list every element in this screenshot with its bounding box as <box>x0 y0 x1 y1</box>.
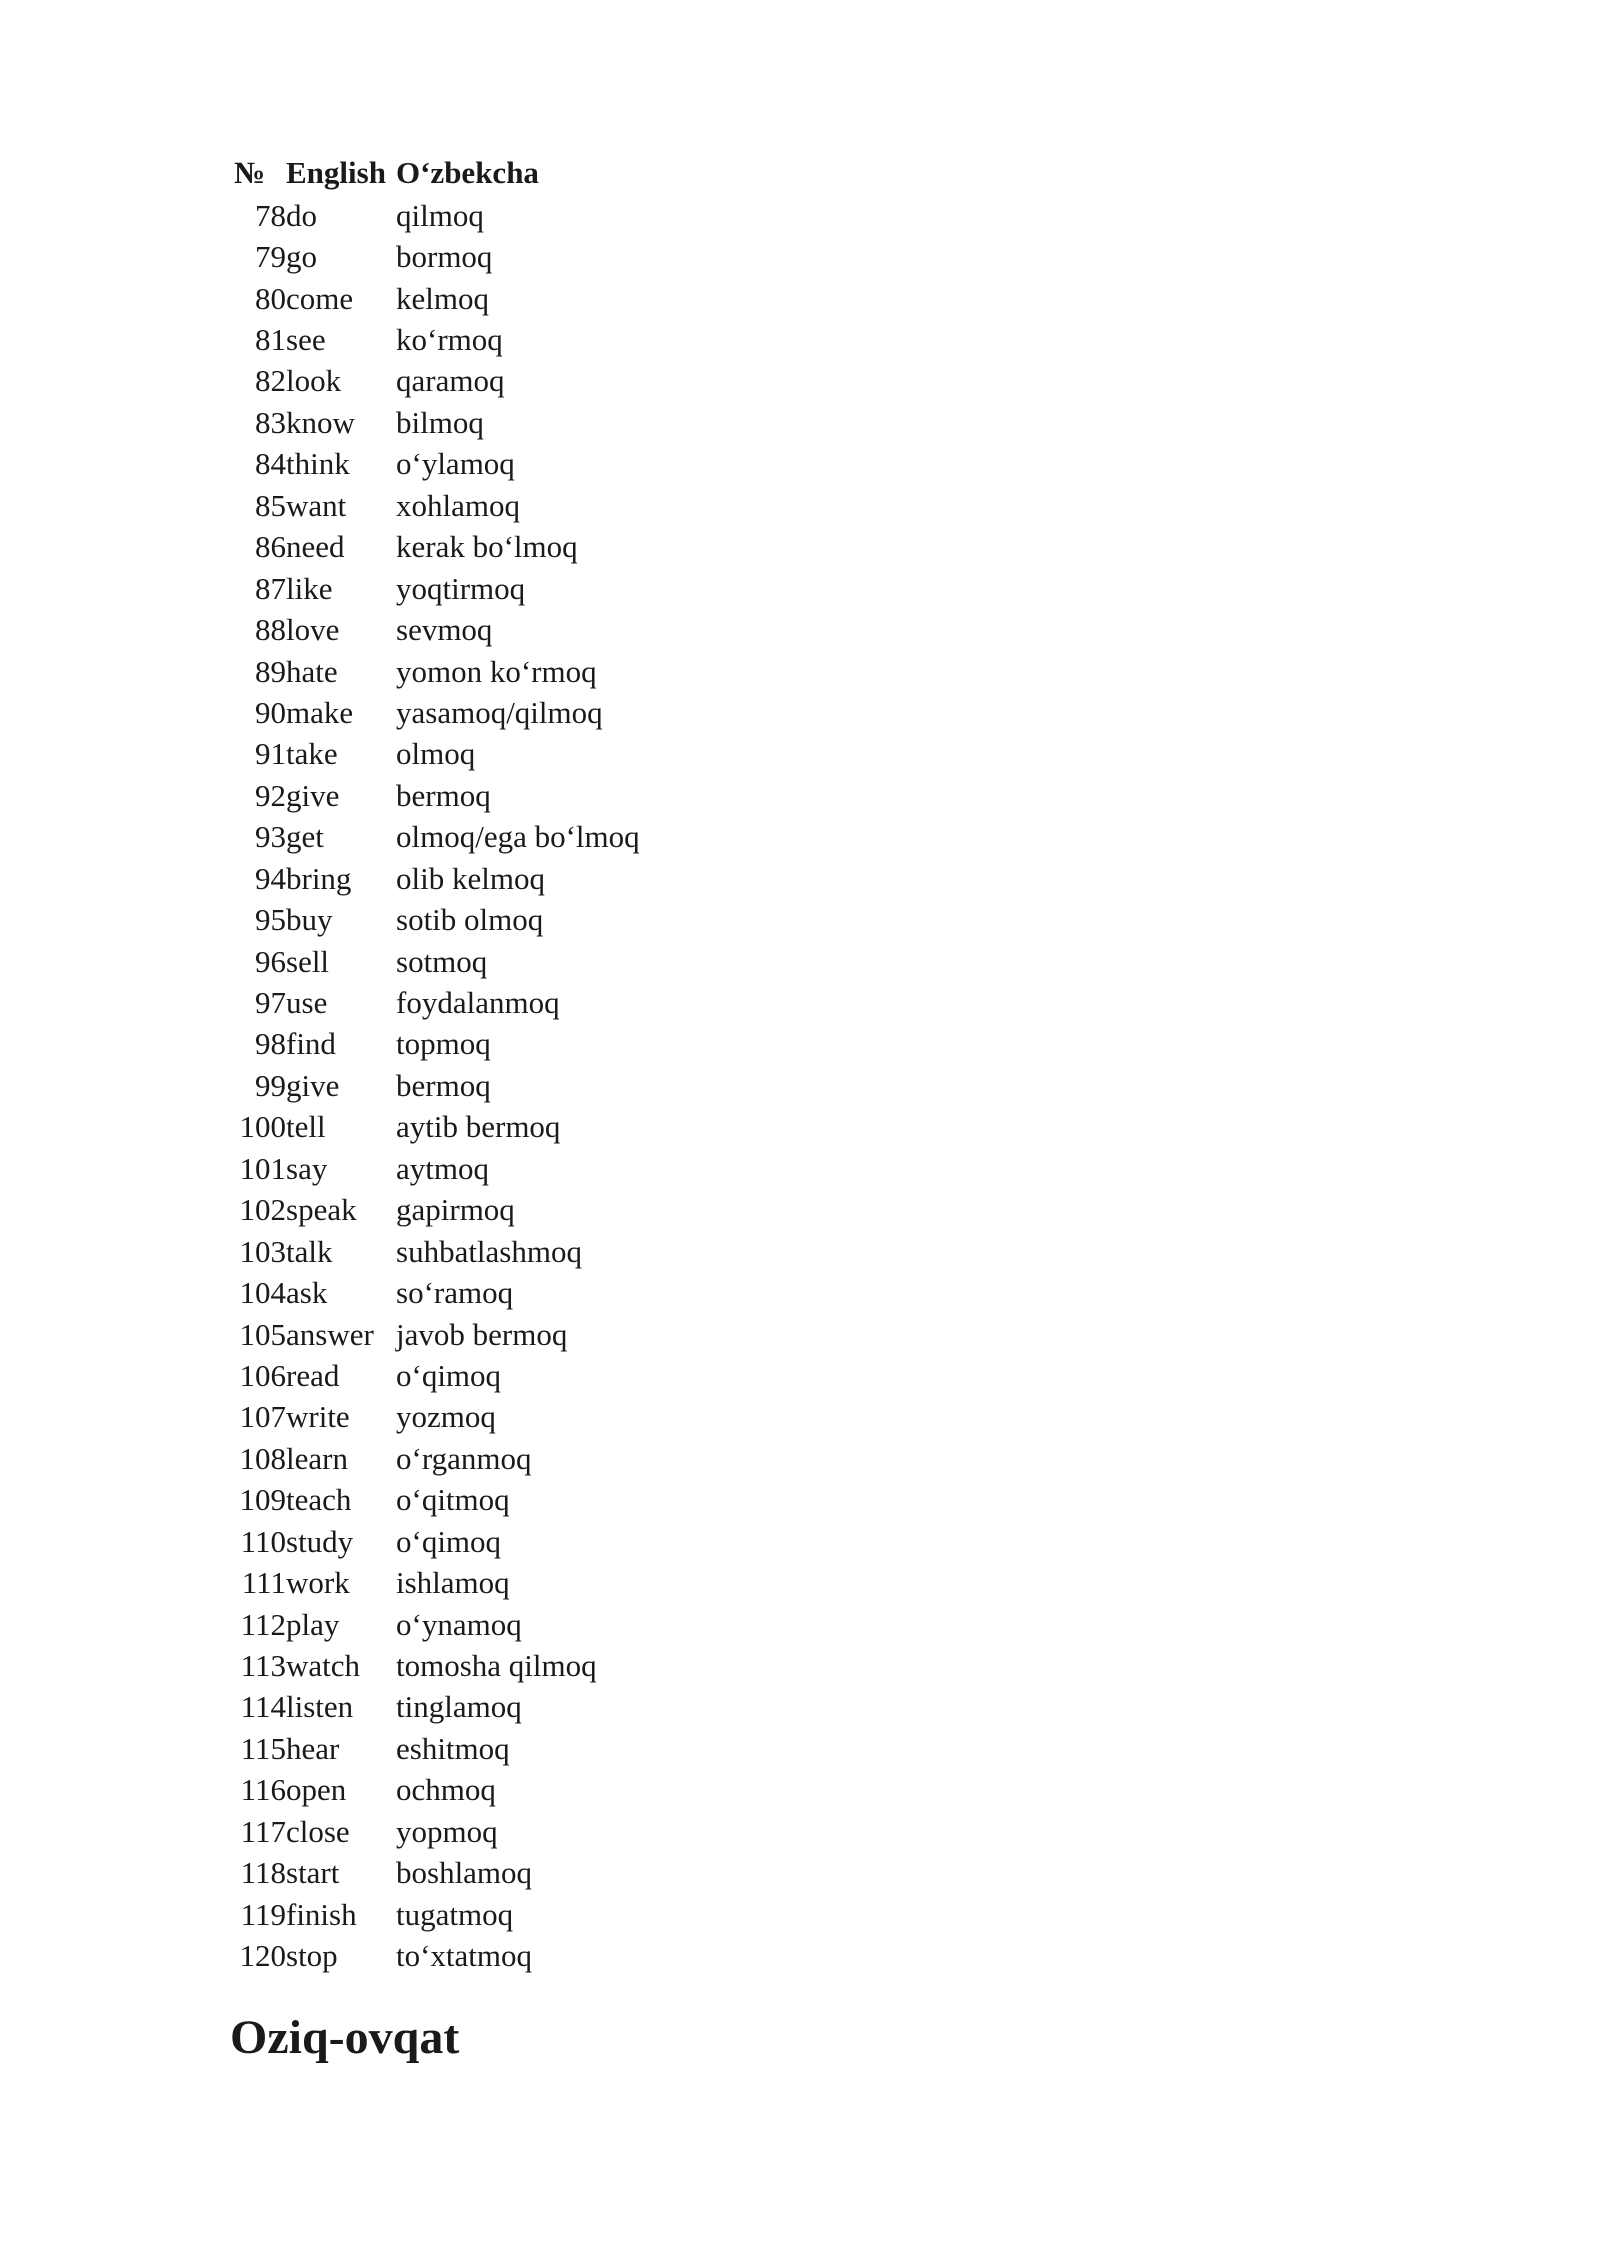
table-row <box>234 775 640 816</box>
row-uzbek-word: sotmoq <box>396 943 488 979</box>
row-number: 80 <box>255 280 286 316</box>
table-row <box>234 195 640 236</box>
row-number: 117 <box>240 1813 286 1849</box>
row-number: 105 <box>239 1316 286 1352</box>
table-row <box>234 1355 640 1396</box>
table-header-row <box>234 151 640 195</box>
row-number: 103 <box>239 1233 286 1269</box>
row-english-word: teach <box>286 1482 352 1518</box>
row-english-word: play <box>286 1606 340 1642</box>
row-uzbek-word: bermoq <box>396 777 491 813</box>
table-row <box>234 1770 640 1811</box>
table-row <box>234 1935 640 1976</box>
row-english-word: get <box>286 819 324 855</box>
table-row <box>234 817 640 858</box>
row-number: 90 <box>255 694 286 730</box>
row-number: 83 <box>255 404 286 440</box>
row-uzbek-word: yomon ko‘rmoq <box>396 653 597 689</box>
row-english-word: think <box>286 446 350 482</box>
row-english-word: watch <box>286 1648 361 1684</box>
row-number: 96 <box>255 943 286 979</box>
row-uzbek-word: bilmoq <box>396 404 484 440</box>
row-english-word: study <box>286 1523 354 1559</box>
row-uzbek-word: eshitmoq <box>396 1730 510 1766</box>
row-uzbek-word: ishlamoq <box>396 1565 510 1601</box>
section-heading: Oziq-ovqat <box>230 2011 460 2064</box>
row-uzbek-word: o‘qimoq <box>396 1523 502 1559</box>
row-number: 102 <box>239 1192 286 1228</box>
row-english-word: come <box>286 280 354 316</box>
row-uzbek-word: tinglamoq <box>396 1689 522 1725</box>
row-number: 85 <box>255 487 286 523</box>
header-number: № <box>234 155 266 190</box>
row-number: 84 <box>255 446 286 482</box>
row-english-word: do <box>286 197 317 233</box>
row-number: 97 <box>255 985 286 1021</box>
table-row <box>234 1065 640 1106</box>
table-row <box>234 361 640 402</box>
row-english-word: tell <box>286 1109 326 1145</box>
row-english-word: know <box>286 404 355 440</box>
row-uzbek-word: o‘qitmoq <box>396 1482 510 1518</box>
row-number: 100 <box>239 1109 286 1145</box>
row-uzbek-word: olib kelmoq <box>396 860 545 896</box>
row-english-word: buy <box>286 902 333 938</box>
table-row <box>234 568 640 609</box>
header-uzbek: O‘zbekcha <box>396 155 539 190</box>
row-english-word: listen <box>286 1689 354 1725</box>
row-english-word: hear <box>286 1730 340 1766</box>
table-row <box>234 1728 640 1769</box>
table-row <box>234 236 640 277</box>
table-row <box>234 1811 640 1852</box>
row-english-word: need <box>286 529 345 565</box>
row-number: 112 <box>240 1606 286 1642</box>
row-english-word: look <box>286 363 342 399</box>
row-number: 78 <box>255 197 286 233</box>
row-number: 95 <box>255 902 286 938</box>
row-uzbek-word: bermoq <box>396 1067 491 1103</box>
row-number: 118 <box>240 1855 286 1891</box>
row-number: 89 <box>255 653 286 689</box>
row-english-word: close <box>286 1813 350 1849</box>
row-english-word: start <box>286 1855 340 1891</box>
row-number: 114 <box>240 1689 286 1725</box>
row-uzbek-word: foydalanmoq <box>396 985 560 1021</box>
table-row <box>234 1190 640 1231</box>
row-english-word: hate <box>286 653 338 689</box>
row-english-word: give <box>286 777 340 813</box>
table-row <box>234 278 640 319</box>
row-number: 93 <box>255 819 286 855</box>
header-english: English <box>286 155 386 190</box>
row-uzbek-word: olmoq <box>396 736 476 772</box>
row-number: 104 <box>239 1275 286 1311</box>
row-uzbek-word: o‘ylamoq <box>396 446 515 482</box>
table-row <box>234 1521 640 1562</box>
row-english-word: open <box>286 1772 347 1808</box>
row-uzbek-word: kelmoq <box>396 280 489 316</box>
row-english-word: sell <box>286 943 330 979</box>
row-uzbek-word: boshlamoq <box>396 1855 533 1891</box>
row-number: 108 <box>239 1440 286 1476</box>
vocabulary-table <box>234 151 640 1977</box>
row-uzbek-word: o‘rganmoq <box>396 1440 532 1476</box>
table-row <box>234 1148 640 1189</box>
row-number: 110 <box>240 1523 286 1559</box>
row-uzbek-word: kerak bo‘lmoq <box>396 529 578 565</box>
table-row <box>234 1024 640 1065</box>
row-uzbek-word: suhbatlashmoq <box>396 1233 582 1269</box>
row-english-word: read <box>286 1357 340 1393</box>
row-english-word: learn <box>286 1440 348 1476</box>
row-uzbek-word: ochmoq <box>396 1772 496 1808</box>
row-number: 107 <box>239 1399 286 1435</box>
row-uzbek-word: o‘qimoq <box>396 1357 502 1393</box>
table-row <box>234 1562 640 1603</box>
row-english-word: take <box>286 736 338 772</box>
row-english-word: see <box>286 322 326 358</box>
table-row <box>234 1231 640 1272</box>
row-number: 98 <box>255 1026 286 1062</box>
row-uzbek-word: qilmoq <box>396 197 484 233</box>
table-row <box>234 319 640 360</box>
row-english-word: love <box>286 612 340 648</box>
row-english-word: stop <box>286 1938 338 1974</box>
row-number: 101 <box>239 1150 286 1186</box>
row-english-word: answer <box>286 1316 374 1352</box>
row-number: 87 <box>255 570 286 606</box>
row-number: 113 <box>240 1648 286 1684</box>
row-english-word: work <box>286 1565 350 1601</box>
table-row <box>234 982 640 1023</box>
row-number: 88 <box>255 612 286 648</box>
table-row <box>234 485 640 526</box>
row-uzbek-word: yoqtirmoq <box>396 570 526 606</box>
row-uzbek-word: yopmoq <box>396 1813 498 1849</box>
row-uzbek-word: gapirmoq <box>396 1192 515 1228</box>
table-row <box>234 1314 640 1355</box>
row-number: 82 <box>255 363 286 399</box>
table-row <box>234 941 640 982</box>
row-uzbek-word: tugatmoq <box>396 1896 514 1932</box>
row-english-word: ask <box>286 1275 328 1311</box>
row-english-word: write <box>286 1399 350 1435</box>
table-row <box>234 609 640 650</box>
row-uzbek-word: bormoq <box>396 239 493 275</box>
row-number: 79 <box>255 239 286 275</box>
row-uzbek-word: o‘ynamoq <box>396 1606 522 1642</box>
table-row <box>234 899 640 940</box>
row-english-word: talk <box>286 1233 333 1269</box>
row-uzbek-word: sotib olmoq <box>396 902 544 938</box>
row-english-word: speak <box>286 1192 357 1228</box>
row-english-word: give <box>286 1067 340 1103</box>
table-row <box>234 1853 640 1894</box>
row-number: 91 <box>255 736 286 772</box>
row-english-word: want <box>286 487 347 523</box>
row-uzbek-word: javob bermoq <box>396 1316 568 1352</box>
table-row <box>234 651 640 692</box>
row-number: 116 <box>240 1772 286 1808</box>
row-english-word: like <box>286 570 333 606</box>
table-row <box>234 1107 640 1148</box>
row-english-word: make <box>286 694 354 730</box>
table-row <box>234 527 640 568</box>
table-row <box>234 858 640 899</box>
table-row <box>234 1438 640 1479</box>
row-english-word: finish <box>286 1896 357 1932</box>
row-uzbek-word: sevmoq <box>396 612 493 648</box>
row-uzbek-word: olmoq/ega bo‘lmoq <box>396 819 640 855</box>
table-row <box>234 1272 640 1313</box>
row-uzbek-word: yozmoq <box>396 1399 496 1435</box>
table-row <box>234 1480 640 1521</box>
table-row <box>234 402 640 443</box>
table-body <box>234 195 640 1977</box>
row-number: 92 <box>255 777 286 813</box>
row-number: 109 <box>239 1482 286 1518</box>
table-row <box>234 1894 640 1935</box>
table-row <box>234 1397 640 1438</box>
table-row <box>234 1645 640 1686</box>
row-english-word: go <box>286 239 317 275</box>
table-row <box>234 1604 640 1645</box>
row-number: 115 <box>240 1730 286 1766</box>
row-english-word: use <box>286 985 328 1021</box>
row-uzbek-word: topmoq <box>396 1026 491 1062</box>
table-row <box>234 692 640 733</box>
row-uzbek-word: qaramoq <box>396 363 505 399</box>
row-uzbek-word: ko‘rmoq <box>396 322 503 358</box>
row-uzbek-word: to‘xtatmoq <box>396 1938 533 1974</box>
table-row <box>234 1687 640 1728</box>
row-number: 94 <box>255 860 286 896</box>
row-uzbek-word: xohlamoq <box>396 487 520 523</box>
row-english-word: say <box>286 1150 328 1186</box>
row-english-word: bring <box>286 860 352 896</box>
row-number: 120 <box>239 1938 286 1974</box>
row-uzbek-word: yasamoq/qilmoq <box>396 694 603 730</box>
row-number: 111 <box>241 1565 286 1601</box>
row-number: 81 <box>255 322 286 358</box>
table-row <box>234 444 640 485</box>
table-row <box>234 734 640 775</box>
row-uzbek-word: so‘ramoq <box>396 1275 514 1311</box>
row-number: 106 <box>239 1357 286 1393</box>
row-uzbek-word: tomosha qilmoq <box>396 1648 597 1684</box>
row-uzbek-word: aytib bermoq <box>396 1109 561 1145</box>
row-english-word: find <box>286 1026 336 1062</box>
row-number: 99 <box>255 1067 286 1103</box>
row-number: 86 <box>255 529 286 565</box>
row-uzbek-word: aytmoq <box>396 1150 489 1186</box>
row-number: 119 <box>240 1896 286 1932</box>
